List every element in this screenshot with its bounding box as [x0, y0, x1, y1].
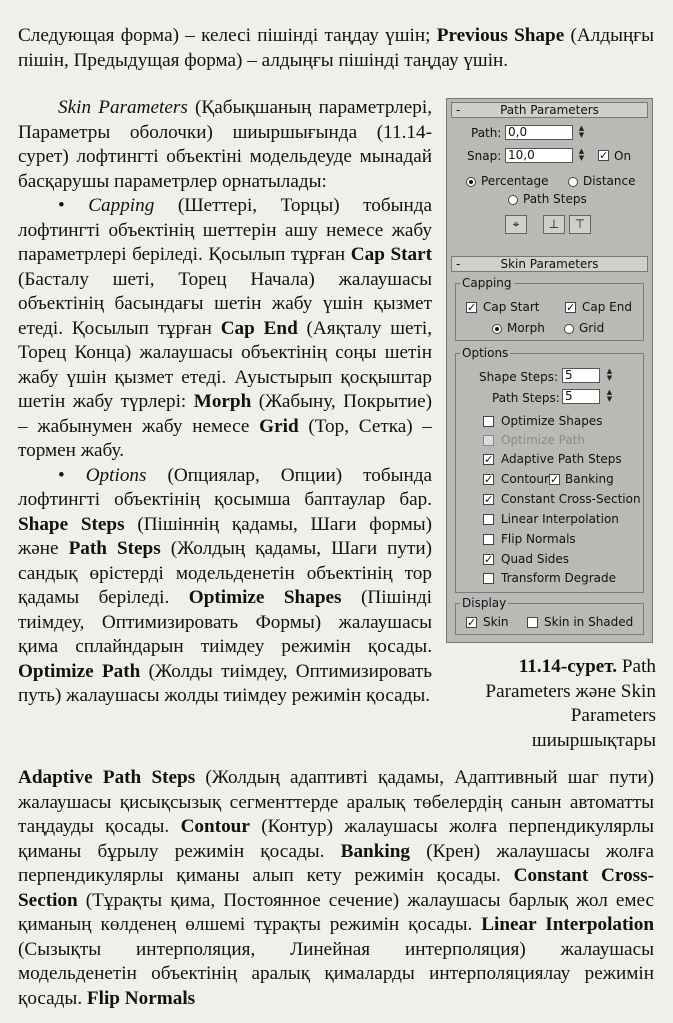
- text-run: (Тұрақты қима, Постоянное сечение) жалаушасы барлық жол емес қиманың көлденең өлшемі тұрақты режимін қосады.: [18, 889, 655, 935]
- text-run: (Крен) жалаушасы жолға перпендикулярлы қиманы алып кету режимін қосады.: [18, 840, 655, 886]
- display-group-title: Display: [462, 596, 507, 610]
- banking-checkbox[interactable]: ✓: [550, 473, 560, 486]
- linear-interpolation-checkbox[interactable]: [483, 514, 494, 525]
- skin-checkbox[interactable]: ✓: [467, 616, 477, 629]
- paragraph-intro: [18, 24, 654, 73]
- term-cap-start: Cap Start: [350, 244, 433, 265]
- cap-start-label: Cap Start: [483, 300, 540, 314]
- path-steps-radio-label: Path Steps: [523, 192, 587, 206]
- path-parameters-rollout-title[interactable]: [451, 102, 648, 118]
- text-run: (Алдыңғы пішін, Предыдущая форма) – алдыңғы пішінді таңдау үшін.: [18, 25, 655, 71]
- text-run: (Жабыну, Покрытие) – жабынумен жабу немесе: [18, 391, 432, 437]
- snap-spinner-arrows-icon[interactable]: ▲ ▼: [578, 147, 585, 162]
- caption-text: Path Parameters және Skin Parameters шиыршықтары: [485, 656, 656, 751]
- skin-in-shaded-label: Skin in Shaded: [544, 615, 634, 629]
- flip-normals-label: Flip Normals: [501, 532, 576, 546]
- collapse-icon: -: [456, 103, 461, 117]
- term-morph: Morph: [193, 391, 252, 412]
- path-steps-spinner-input[interactable]: 5: [562, 389, 600, 404]
- snap-spinner-input[interactable]: 10,0: [505, 148, 573, 163]
- cap-end-checkbox[interactable]: ✓: [566, 301, 576, 314]
- figure-caption: [470, 655, 656, 753]
- term-path-steps: Path Steps: [68, 538, 161, 559]
- optimize-shapes-label: Optimize Shapes: [501, 414, 603, 428]
- snap-on-checkbox[interactable]: ✓: [599, 149, 609, 162]
- shape-steps-label: Shape Steps:: [479, 370, 559, 384]
- figure-panel: [446, 98, 653, 643]
- contour-checkbox[interactable]: ✓: [484, 473, 494, 486]
- next-shape-icon[interactable]: ⊤: [569, 215, 591, 234]
- adaptive-path-steps-label: Adaptive Path Steps: [501, 452, 622, 466]
- page-header-strip: [0, 0, 673, 4]
- rollout-title-label: Skin Parameters: [500, 257, 599, 271]
- grid-radio[interactable]: [564, 324, 574, 334]
- term-capping: Capping: [88, 195, 155, 216]
- cap-end-label: Cap End: [582, 300, 632, 314]
- skin-label: Skin: [483, 615, 509, 629]
- quad-sides-label: Quad Sides: [501, 552, 570, 566]
- term-contour: Contour: [180, 816, 250, 837]
- term-previous-shape: Previous Shape: [436, 25, 565, 46]
- path-spinner-arrows-icon[interactable]: ▲ ▼: [578, 124, 585, 139]
- optimize-path-label: Optimize Path: [501, 433, 585, 447]
- rollout-title-label: Path Parameters: [500, 103, 599, 117]
- constant-cross-section-checkbox[interactable]: ✓: [484, 493, 494, 506]
- shape-steps-spinner-input[interactable]: 5: [562, 368, 600, 383]
- grid-label: Grid: [579, 321, 605, 335]
- percentage-label: Percentage: [481, 174, 549, 188]
- path-steps-radio[interactable]: [508, 195, 518, 205]
- term-optimize-shapes: Optimize Shapes: [188, 587, 342, 608]
- term-grid: Grid: [259, 415, 299, 437]
- collapse-icon: -: [456, 257, 461, 271]
- paragraph-skin-parameters: Skin Parameters (Қабықшаның параметрлері, Параметры оболочки) шиыршығында (11.14-сурет) лофтингті объектіні модельдеуде мынадай басқарушы параметрлер орнатылады: • Capping (Шеттері, Торцы) тобында лофтингті объектінің шеттерін ашу немесе жабу параметрлері беріледі. Қосылып тұрған Cap Start (Басталу шеті, Торец Начала) жалаушасы объектінің басындағы шетін жабу үшін қызмет етеді. Қосылып тұрған Cap End (Аяқталу шеті, Торец Конца) жалаушасы объектінің соңы шетін жабу үшін қызмет етеді. Ауыстырып қосқыштар шетін жабу түрлері: Morph (Жабыну, Покрытие) – жабынумен жабу немесе Grid (Тор, Сетка) – тормен жабу. • Options (Опциялар, Опции) тобында лофтингті объектінің қосымша баптаулар бар. Shape Steps (Пішіннің қадамы, Шаги формы) және Path Steps (Жолдың қадамы, Шаги пути) сандық өрістерді модельденетін объектінің тор қадамы беріледі. Optimize Shapes (Пішінді тиімдеу, Оптимизировать Формы) жалаушасы қима сплайндарын тиімдеу режимін қосады. Optimize Path (Жолды тиімдеу, Оптимизировать путь) жалаушасы жолды тиімдеу режимін қосады.: [18, 97, 433, 706]
- text-run: (Жолдың қадамы, Шаги пути) сандық өрістерді модельденетін объектінің тор қадамы беріледі.: [18, 538, 433, 608]
- text-run: (Пішіннің қадамы, Шаги формы) және: [18, 513, 433, 559]
- text-run: Следующая форма) – келесі пішінді таңдау үшін;: [18, 25, 431, 46]
- optimize-path-checkbox[interactable]: [483, 435, 494, 446]
- cap-start-checkbox[interactable]: ✓: [467, 301, 477, 314]
- path-label: Path:: [471, 126, 502, 140]
- caption-number: 11.14-сурет.: [518, 656, 618, 677]
- text-run: (Жолды тиімдеу, Оптимизировать путь) жалаушасы жолды тиімдеу режимін қосады.: [18, 660, 432, 706]
- capping-group-title: Capping: [462, 276, 512, 290]
- path-steps-arrows-icon[interactable]: ▲ ▼: [606, 388, 613, 403]
- text-run: (Аяқталу шеті, Торец Конца) жалаушасы объектінің соңы шетін жабу үшін қызмет етеді. Ауыстырып қосқыштар шетін жабу түрлері:: [18, 317, 433, 412]
- constant-cross-section-label: Constant Cross-Section: [501, 492, 641, 506]
- banking-label: Banking: [565, 472, 614, 486]
- transform-degrade-checkbox[interactable]: [483, 573, 494, 584]
- path-steps-label: Path Steps:: [492, 391, 560, 405]
- previous-shape-icon[interactable]: ⊥: [543, 215, 565, 234]
- text-run: (Пішінді тиімдеу, Оптимизировать Формы) жалаушасы қима сплайндарын тиімдеу режимін қосады.: [18, 587, 432, 657]
- text-run: (Басталу шеті, Торец Начала) жалаушасы объектінің басындағы шетін жабу үшін қызмет етеді. Қосылып тұрған: [18, 268, 432, 339]
- contour-label: Contour: [501, 472, 549, 486]
- flip-normals-checkbox[interactable]: [483, 534, 494, 545]
- shape-steps-arrows-icon[interactable]: ▲ ▼: [606, 367, 613, 382]
- pick-shape-icon[interactable]: ⌖: [505, 215, 527, 234]
- term-adaptive-path-steps: Adaptive Path Steps: [18, 767, 196, 788]
- morph-label: Morph: [507, 321, 545, 335]
- optimize-shapes-checkbox[interactable]: [483, 416, 494, 427]
- adaptive-path-steps-checkbox[interactable]: ✓: [484, 453, 494, 466]
- options-group-title: Options: [462, 346, 509, 360]
- term-optimize-path: Optimize Path: [18, 660, 141, 682]
- text-run: (Контур) жалаушасы жолға перпендикулярлы қиманы бұрылу режимін қосады.: [18, 816, 655, 862]
- term-banking: Banking: [340, 840, 410, 862]
- skin-parameters-rollout-title[interactable]: [451, 256, 648, 272]
- linear-interpolation-label: Linear Interpolation: [501, 512, 619, 526]
- term-skin-parameters: Skin Parameters: [58, 97, 188, 118]
- text-run: (Опциялар, Опции) тобында лофтингті объектінің қосымша баптаулар бар.: [18, 464, 433, 510]
- path-spinner-input[interactable]: 0,0: [505, 125, 573, 140]
- term-linear-interpolation: Linear Interpolation: [481, 914, 655, 935]
- transform-degrade-label: Transform Degrade: [501, 571, 617, 585]
- quad-sides-checkbox[interactable]: ✓: [484, 553, 494, 566]
- paragraph-continuation: [18, 766, 654, 1011]
- skin-in-shaded-checkbox[interactable]: [527, 617, 538, 628]
- text-run: (Шеттері, Торцы) тобында лофтингті объектінің шеттерін ашу немесе жабу параметрлері беріледі. Қосылып тұрған: [18, 195, 433, 265]
- text-run: (Сызықты интерполяция, Линейная интерполяция) жалаушасы модельденетін объектінің аралық қималарды интерполяциялау режимін қосады.: [18, 938, 654, 1009]
- text-run: (Тор, Сетка) – тормен жабу.: [18, 415, 433, 461]
- distance-radio[interactable]: [568, 177, 578, 187]
- term-constant-cross-section: Constant Cross-Section: [18, 865, 654, 911]
- distance-label: Distance: [583, 174, 636, 188]
- morph-radio[interactable]: [492, 324, 502, 334]
- term-shape-steps: Shape Steps: [18, 513, 125, 535]
- snap-label: Snap:: [467, 149, 502, 163]
- term-flip-normals: Flip Normals: [86, 987, 196, 1009]
- snap-on-label: On: [614, 149, 632, 163]
- percentage-radio[interactable]: [466, 177, 476, 187]
- term-options: Options: [85, 464, 147, 486]
- text-run: (Қабықшаның параметрлері, Параметры оболочки) шиыршығында (11.14-сурет) лофтингті объектіні модельдеуде мынадай басқарушы параметрлер орнатылады:: [18, 97, 432, 192]
- term-cap-end: Cap End: [220, 317, 298, 339]
- text-run: (Жолдың адаптивті қадамы, Адаптивный шаг пути) жалаушасы қисықсызық сегменттерде аралық төбелердің санын автоматты таңдауды қосады.: [18, 767, 655, 837]
